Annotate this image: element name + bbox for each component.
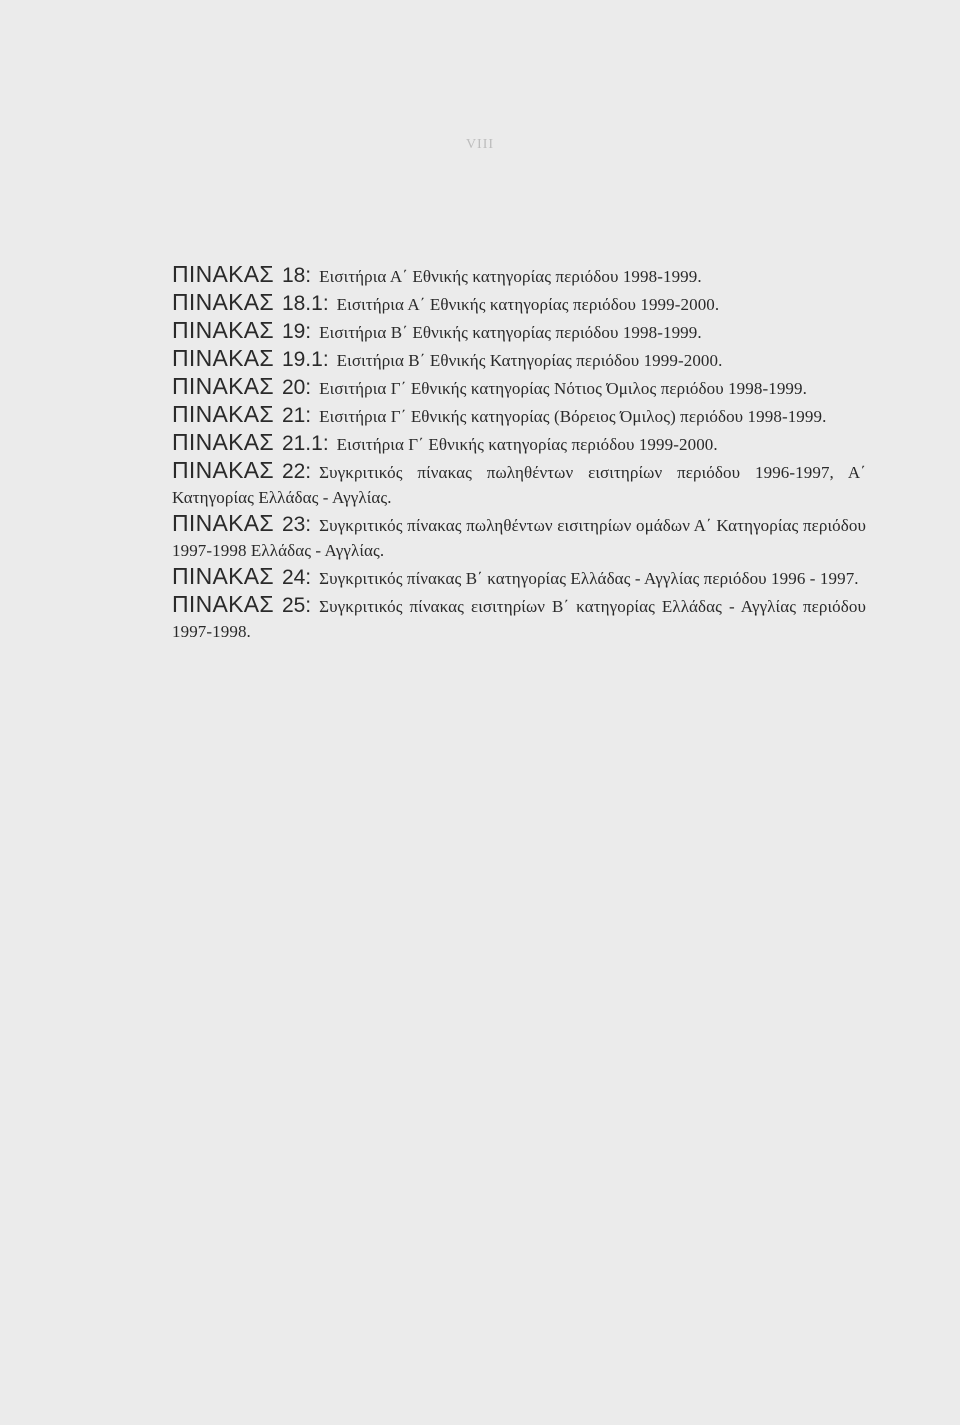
entry-label: ΠΙΝΑΚΑΣ (172, 457, 274, 483)
entry-label: ΠΙΝΑΚΑΣ (172, 317, 274, 343)
entry-label: ΠΙΝΑΚΑΣ (172, 261, 274, 287)
page-number: VIII (465, 137, 495, 152)
entry-number: 24: (281, 566, 312, 589)
entry-label: ΠΙΝΑΚΑΣ (172, 345, 274, 371)
entry-description: Συγκριτικός πίνακας πωληθέντων εισιτηρίων ομάδων Α΄ Κατηγορίας περιόδου 1997-1998 Ελλάδας - Αγγλίας. (172, 516, 866, 560)
list-item (172, 592, 866, 644)
table-list (172, 262, 866, 644)
entry-number: 18: (281, 264, 312, 287)
entry-description: Εισιτήρια Α΄ Εθνικής κατηγορίας περιόδου 1999-2000. (336, 295, 720, 314)
entry-label: ΠΙΝΑΚΑΣ (172, 591, 274, 617)
entry-number: 20: (281, 376, 312, 399)
entry-label: ΠΙΝΑΚΑΣ (172, 289, 274, 315)
list-item (172, 262, 866, 289)
entry-number: 18.1: (281, 292, 329, 315)
entry-description: Εισιτήρια Α΄ Εθνικής κατηγορίας περιόδου 1998-1999. (319, 267, 702, 286)
list-item (172, 346, 866, 373)
entry-number: 21: (281, 404, 312, 427)
entry-label: ΠΙΝΑΚΑΣ (172, 429, 274, 455)
entry-number: 22: (281, 460, 312, 483)
entry-label: ΠΙΝΑΚΑΣ (172, 401, 274, 427)
entry-description: Εισιτήρια Γ΄ Εθνικής κατηγορίας (Βόρειος Όμιλος) περιόδου 1998-1999. (319, 407, 827, 426)
list-item (172, 374, 866, 401)
list-item (172, 290, 866, 317)
list-item (172, 458, 866, 510)
entry-number: 19.1: (281, 348, 329, 371)
entry-label: ΠΙΝΑΚΑΣ (172, 563, 274, 589)
entry-number: 23: (281, 513, 312, 536)
entry-label: ΠΙΝΑΚΑΣ (172, 373, 274, 399)
entry-description: Συγκριτικός πίνακας εισιτηρίων Β΄ κατηγορίας Ελλάδας - Αγγλίας περιόδου 1997-1998. (172, 597, 866, 641)
entry-description: Συγκριτικός πίνακας Β΄ κατηγορίας Ελλάδας - Αγγλίας περιόδου 1996 - 1997. (319, 569, 859, 588)
entry-number: 25: (281, 594, 312, 617)
entry-description: Εισιτήρια Β΄ Εθνικής κατηγορίας περιόδου 1998-1999. (319, 323, 702, 342)
entry-description: Εισιτήρια Γ΄ Εθνικής κατηγορίας Νότιος Όμιλος περιόδου 1998-1999. (319, 379, 807, 398)
list-item (172, 511, 866, 563)
list-item (172, 318, 866, 345)
entry-description: Εισιτήρια Β΄ Εθνικής Κατηγορίας περιόδου 1999-2000. (336, 351, 723, 370)
list-item (172, 430, 866, 457)
entry-description: Συγκριτικός πίνακας πωληθέντων εισιτηρίων περιόδου 1996-1997, Α΄ Κατηγορίας Ελλάδας - Αγγλίας. (172, 463, 866, 507)
list-item (172, 402, 866, 429)
list-item (172, 564, 866, 591)
entry-description: Εισιτήρια Γ΄ Εθνικής κατηγορίας περιόδου 1999-2000. (336, 435, 718, 454)
entry-label: ΠΙΝΑΚΑΣ (172, 510, 274, 536)
entry-number: 19: (281, 320, 312, 343)
entry-number: 21.1: (281, 432, 329, 455)
